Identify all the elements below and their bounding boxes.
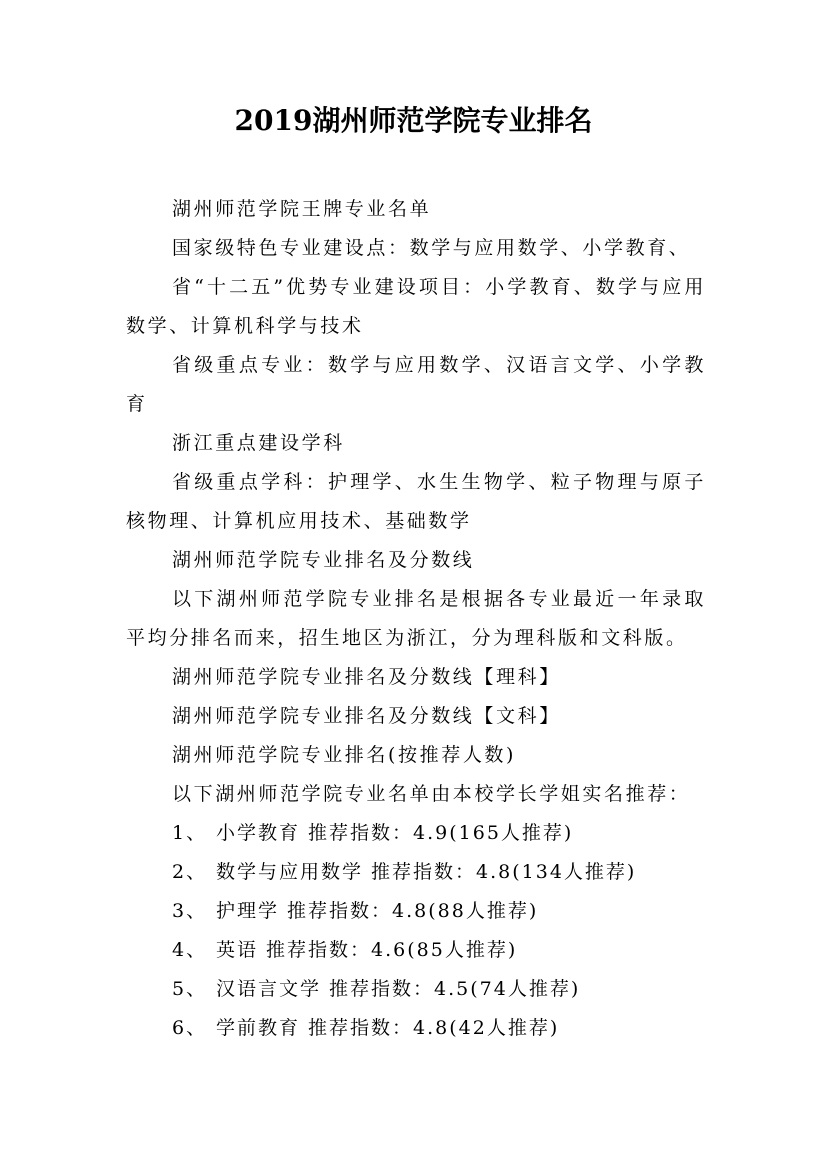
paragraph-ranking-explanation: 以下湖州师范学院专业排名是根据各专业最近一年录取平均分排名而来，招生地区为浙江，分为理科版和文科版。 xyxy=(126,588,706,649)
paragraph-provincial-advantage: 省“十二五”优势专业建设项目：小学教育、数学与应用数学、计算机科学与技术 xyxy=(126,276,706,337)
ranking-item xyxy=(126,892,706,931)
paragraph-recommend-intro: 以下湖州师范学院专业名单由本校学长学姐实名推荐： xyxy=(172,783,691,805)
paragraph-heading-flagship: 湖州师范学院王牌专业名单 xyxy=(172,198,432,220)
ranking-number: 2、 xyxy=(172,861,208,883)
ranking-text: 汉语言文学 推荐指数：4.5(74人推荐) xyxy=(216,978,581,1000)
ranking-item xyxy=(126,970,706,1009)
ranking-text: 数学与应用数学 推荐指数：4.8(134人推荐) xyxy=(216,861,637,883)
ranking-item xyxy=(126,814,706,853)
ranking-item xyxy=(126,931,706,970)
ranking-item xyxy=(126,853,706,892)
ranking-number: 1、 xyxy=(172,822,208,844)
paragraph-heading-zhejiang-key: 浙江重点建设学科 xyxy=(172,432,345,454)
ranking-number: 5、 xyxy=(172,978,208,1000)
paragraph-heading-ranking-scores: 湖州师范学院专业排名及分数线 xyxy=(172,549,475,571)
ranking-number: 6、 xyxy=(172,1017,208,1039)
document-body xyxy=(126,190,706,1048)
ranking-number: 3、 xyxy=(172,900,208,922)
ranking-number: 4、 xyxy=(172,939,208,961)
paragraph-provincial-key-majors: 省级重点专业：数学与应用数学、汉语言文学、小学教育 xyxy=(126,354,706,415)
ranking-text: 护理学 推荐指数：4.8(88人推荐) xyxy=(216,900,539,922)
ranking-item xyxy=(126,1009,706,1048)
page-title: 2019湖州师范学院专业排名 xyxy=(234,104,593,137)
ranking-text: 英语 推荐指数：4.6(85人推荐) xyxy=(216,939,518,961)
paragraph-provincial-key-disciplines: 省级重点学科：护理学、水生生物学、粒子物理与原子核物理、计算机应用技术、基础数学 xyxy=(126,471,706,532)
ranking-text: 学前教育 推荐指数：4.8(42人推荐) xyxy=(216,1017,560,1039)
ranking-text: 小学教育 推荐指数：4.9(165人推荐) xyxy=(216,822,574,844)
paragraph-national-featured: 国家级特色专业建设点：数学与应用数学、小学教育、 xyxy=(172,237,691,259)
paragraph-science-link: 湖州师范学院专业排名及分数线【理科】 xyxy=(172,666,561,688)
paragraph-heading-ranking-recommend: 湖州师范学院专业排名(按推荐人数) xyxy=(172,744,517,766)
paragraph-arts-link: 湖州师范学院专业排名及分数线【文科】 xyxy=(172,705,561,727)
